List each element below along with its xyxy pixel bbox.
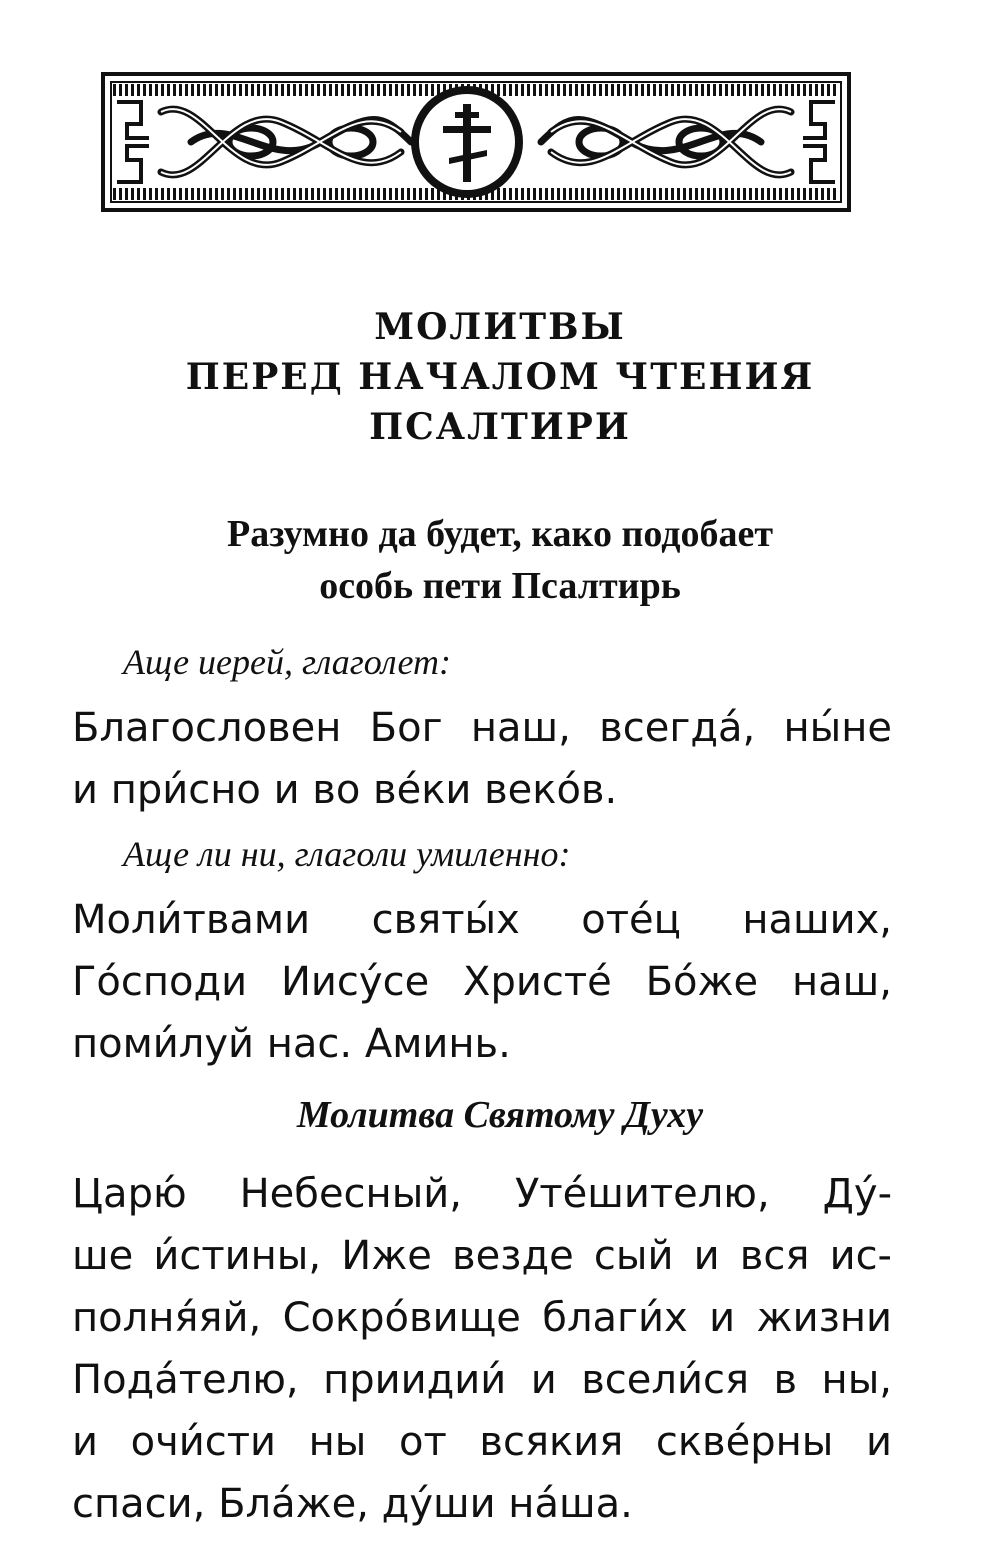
header-ornament bbox=[101, 72, 851, 212]
instruction-heading bbox=[0, 508, 1000, 612]
holy-spirit-line-1: Царю́ Небесный, Уте́шителю, Ду́- bbox=[72, 1171, 892, 1217]
holy-spirit-line-3: полня́яй, Сокро́вище благи́х и жизни bbox=[72, 1295, 892, 1341]
rubric-priest: Аще иерей, глаголет: bbox=[123, 642, 451, 682]
title-line-1: МОЛИТВЫ bbox=[374, 306, 626, 348]
jesus-prayer-line-1: Моли́твами святы́х оте́ц наших, bbox=[72, 897, 892, 943]
instruction-heading-line-1: Разумно да будет, како подобает bbox=[226, 513, 773, 555]
rubric-lay: Аще ли ни, глаголи умиленно: bbox=[123, 834, 571, 874]
title-line-2: ПЕРЕД НАЧАЛОМ ЧТЕНИЯ bbox=[185, 356, 815, 398]
page-title bbox=[0, 302, 1000, 452]
holy-spirit-line-6: спаси, Бла́же, ду́ши на́ша. bbox=[72, 1481, 633, 1527]
holy-spirit-prayer-heading: Молитва Святому Духу bbox=[296, 1094, 704, 1136]
blessing-line-2: и при́сно и во ве́ки веко́в. bbox=[72, 767, 618, 813]
holy-spirit-prayer-text bbox=[72, 1163, 892, 1535]
jesus-prayer-text bbox=[72, 889, 892, 1075]
instruction-heading-line-2: особь пети Псалтирь bbox=[319, 565, 681, 607]
blessing-text bbox=[72, 697, 892, 821]
jesus-prayer-line-3: поми́луй нас. Аминь. bbox=[72, 1021, 511, 1067]
holy-spirit-line-5: и очи́сти ны от всякия скве́рны и bbox=[72, 1419, 892, 1465]
blessing-line-1: Благословен Бог наш, всегда́, ны́не bbox=[72, 705, 892, 751]
jesus-prayer-line-2: Го́споди Иису́се Христе́ Бо́же наш, bbox=[72, 959, 892, 1005]
holy-spirit-line-2: ше и́стины, Иже везде сый и вся ис- bbox=[72, 1233, 892, 1279]
holy-spirit-line-4: Пода́телю, приидии́ и всели́ся в ны, bbox=[72, 1357, 892, 1403]
title-line-3: ПСАЛТИРИ bbox=[369, 406, 631, 448]
